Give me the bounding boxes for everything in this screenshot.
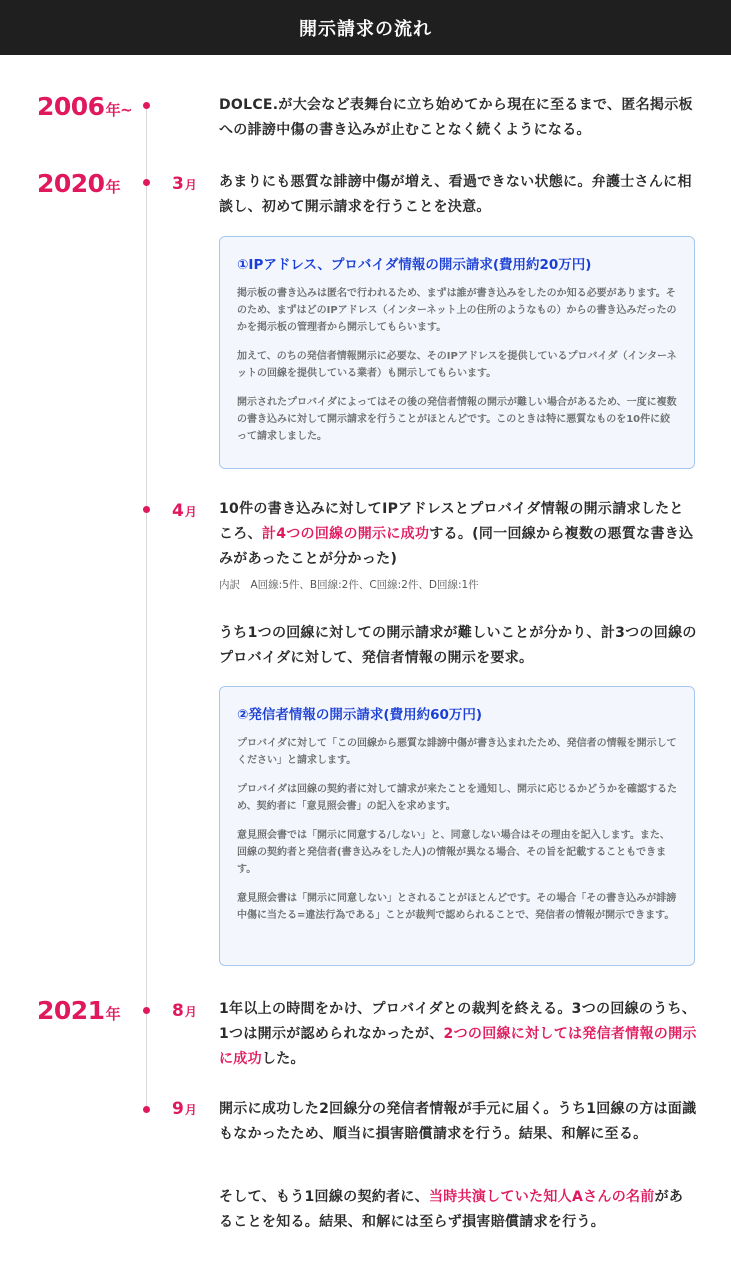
year-suffix: 年 <box>105 178 121 196</box>
year-number: 2020 <box>37 169 105 198</box>
year-2020 <box>37 171 120 196</box>
year-2021 <box>37 998 120 1023</box>
breakdown-note: 内訳 A回線:5件、B回線:2件、C回線:2件、D回線:1件 <box>219 579 479 591</box>
box-paragraph: プロバイダは回線の契約者に対して請求が来たことを通知し、開示に応じるかどうかを確認するため、契約者に「意見照会書」の記入を求めます。 <box>237 784 677 812</box>
info-box-sender-disclosure <box>219 686 695 966</box>
box-paragraph: プロバイダに対して「この回線から悪質な誹謗中傷が書き込まれたため、発信者の情報を開示してください」と請求します。 <box>237 738 677 766</box>
year-suffix: 年 <box>105 1005 121 1023</box>
page-header <box>0 0 731 55</box>
entry-2006: DOLCE.が大会など表舞台に立ち始めてから現在に至るまで、匿名掲示板への誹謗中傷の書き込みが止むことなく続くようになる。 <box>219 97 693 138</box>
month-suffix: 月 <box>184 178 197 192</box>
entry-text: した。 <box>261 1051 305 1067</box>
month-8 <box>172 1003 197 1020</box>
year-number: 2021 <box>37 996 105 1025</box>
year-2006 <box>37 94 132 119</box>
entry-2020-03: あまりにも悪質な誹謗中傷が増え、看過できない状態に。弁護士さんに相談し、初めて開示請求を行うことを決意。 <box>219 174 692 215</box>
entry-2021-09: 開示に成功した2回線分の発信者情報が手元に届く。うち1回線の方は面識もなかったため、順当に損害賠償請求を行う。結果、和解に至る。 <box>219 1101 697 1142</box>
box-paragraph: 掲示板の書き込みは匿名で行われるため、まずは誰が書き込みをしたのか知る必要があります。そのため、まずはどのIPアドレス（インターネット上の住所のようなもの）からの書き込みだったのかを掲示板の管理者から開示してもらいます。 <box>237 288 677 333</box>
entry-text: があることを知る。結果、和解には至らず損害賠償請求を行う。 <box>219 1189 684 1230</box>
timeline-line <box>146 104 147 1112</box>
entry-text: そして、もう1回線の契約者に、 <box>219 1189 429 1205</box>
month-9 <box>172 1101 197 1118</box>
timeline-dot <box>143 1106 150 1113</box>
info-box-ip-disclosure <box>219 236 695 469</box>
box-title: ①IPアドレス、プロバイダ情報の開示請求(費用約20万円) <box>237 257 592 273</box>
month-suffix: 月 <box>184 1103 197 1117</box>
timeline-dot <box>143 1007 150 1014</box>
box-paragraph: 加えて、のちの発信者情報開示に必要な、そのIPアドレスを提供しているプロバイダ（インターネットの回線を提供している業者）も開示してもらいます。 <box>237 351 677 379</box>
entry-2020-04 <box>219 497 697 572</box>
entry-highlight: 2つの回線に対しては発信者情報の開示に成功 <box>219 1026 697 1067</box>
entry-highlight: 計4つの回線の開示に成功 <box>261 526 430 542</box>
entry-text: する。(同一回線から複数の悪質な書き込みがあったことが分かった) <box>219 526 694 567</box>
timeline-dot <box>143 179 150 186</box>
month-number: 9 <box>172 1099 184 1119</box>
year-number: 2006 <box>37 92 105 121</box>
month-number: 8 <box>172 1001 184 1021</box>
entry-2021-08 <box>219 997 697 1072</box>
month-4 <box>172 503 197 520</box>
entry-text: 10件の書き込みに対してIPアドレスとプロバイダ情報の開示請求したところ、 <box>219 501 684 542</box>
month-number: 3 <box>172 174 184 194</box>
timeline-dot <box>143 102 150 109</box>
entry-2020-04-followup: うち1つの回線に対しての開示請求が難しいことが分かり、計3つの回線のプロバイダに対して、発信者情報の開示を要求。 <box>219 625 697 666</box>
box-paragraph: 意見照会書では「開示に同意する/しない」と、同意しない場合はその理由を記入します。また、回線の契約者と発信者(書き込みをした人)の情報が異なる場合、その旨を記載することもできます。 <box>237 830 670 875</box>
month-suffix: 月 <box>184 505 197 519</box>
entry-text: 1年以上の時間をかけ、プロバイダとの裁判を終える。3つの回線のうち、1つは開示が認められなかったが、 <box>219 1001 697 1042</box>
box-title: ②発信者情報の開示請求(費用約60万円) <box>237 707 483 723</box>
entry-2021-09-followup <box>219 1185 697 1235</box>
timeline-dot <box>143 506 150 513</box>
box-paragraph: 意見照会書は「開示に同意しない」とされることがほとんどです。その場合「その書き込みが誹謗中傷に当たる=違法行為である」ことが裁判で認められることで、発信者の情報が開示できます。 <box>237 893 677 921</box>
month-number: 4 <box>172 501 184 521</box>
page-title: 開示請求の流れ <box>299 18 432 40</box>
entry-highlight: 当時共演していた知人Aさんの名前 <box>428 1189 655 1205</box>
box-paragraph: 開示されたプロバイダによってはその後の発信者情報の開示が難しい場合があるため、一度に複数の書き込みに対して開示請求を行うことがほとんどです。このときは特に悪質なものを10件に絞って請求しました。 <box>237 397 677 442</box>
month-suffix: 月 <box>184 1005 197 1019</box>
month-3 <box>172 176 197 193</box>
year-suffix: 年~ <box>105 101 133 119</box>
